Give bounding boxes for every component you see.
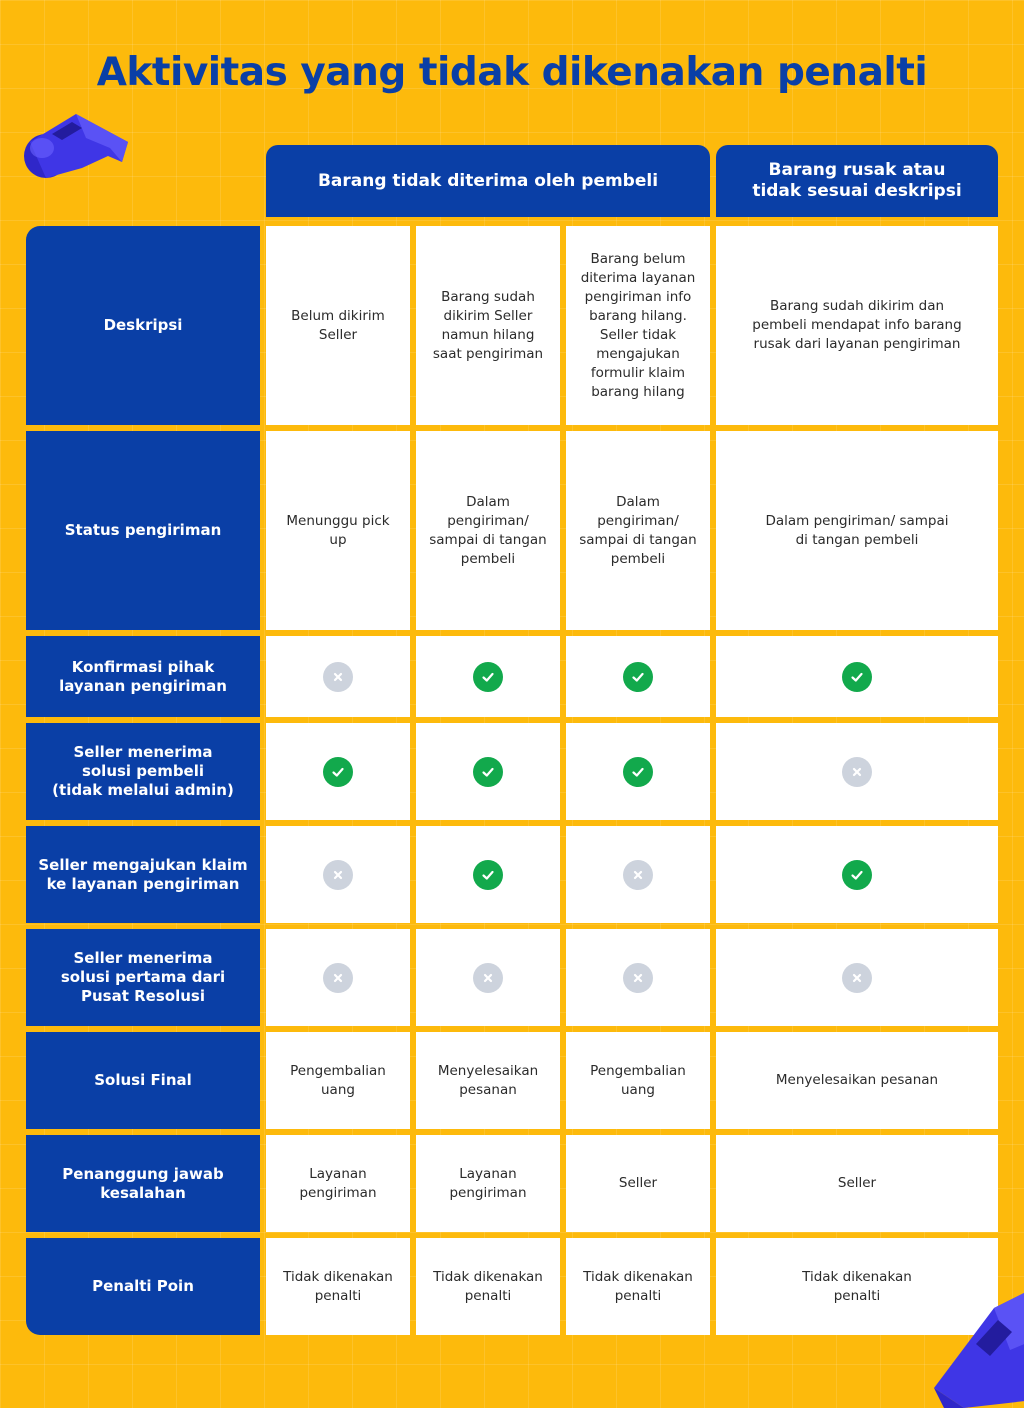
table-cell — [566, 929, 710, 1026]
table-cell — [266, 636, 410, 717]
whistle-icon — [924, 1280, 1024, 1408]
table-cell — [716, 826, 998, 923]
table-cell — [266, 723, 410, 820]
whistle-icon — [16, 108, 132, 188]
table-cell — [416, 826, 560, 923]
check-circle-icon — [623, 662, 653, 692]
table-cell — [416, 929, 560, 1026]
cross-circle-icon — [842, 757, 872, 787]
cross-circle-icon — [842, 963, 872, 993]
comparison-table — [26, 226, 998, 1335]
table-cell: Tidak dikenakan penalti — [416, 1238, 560, 1335]
table-cell: Layanan pengiriman — [416, 1135, 560, 1232]
row-header: Penalti Poin — [26, 1238, 260, 1335]
cross-circle-icon — [323, 963, 353, 993]
table-cell: Seller — [716, 1135, 998, 1232]
table-cell — [566, 636, 710, 717]
row-header: Seller mengajukan klaim ke layanan pengiriman — [26, 826, 260, 923]
table-cell: Seller — [566, 1135, 710, 1232]
table-cell: Menunggu pick up — [266, 431, 410, 630]
row-header: Konfirmasi pihak layanan pengiriman — [26, 636, 260, 717]
table-cell — [416, 723, 560, 820]
check-circle-icon — [323, 757, 353, 787]
table-cell: Barang belum diterima layanan pengiriman info barang hilang. Seller tidak mengajukan formulir klaim barang hilang — [566, 226, 710, 425]
row-header: Seller menerima solusi pertama dari Pusat Resolusi — [26, 929, 260, 1026]
cross-circle-icon — [323, 662, 353, 692]
table-cell: Barang sudah dikirim Seller namun hilang saat pengiriman — [416, 226, 560, 425]
cross-circle-icon — [623, 963, 653, 993]
table-cell — [566, 826, 710, 923]
table-cell — [416, 636, 560, 717]
table-cell: Pengembalian uang — [266, 1032, 410, 1129]
check-circle-icon — [473, 662, 503, 692]
table-cell: Pengembalian uang — [566, 1032, 710, 1129]
column-header-damaged: Barang rusak atau tidak sesuai deskripsi — [716, 145, 998, 217]
table-cell — [716, 636, 998, 717]
table-cell: Layanan pengiriman — [266, 1135, 410, 1232]
column-header-not-received: Barang tidak diterima oleh pembeli — [266, 145, 710, 217]
table-cell: Menyelesaikan pesanan — [716, 1032, 998, 1129]
table-cell: Dalam pengiriman/ sampai di tangan pembeli — [566, 431, 710, 630]
row-header: Penanggung jawab kesalahan — [26, 1135, 260, 1232]
table-cell: Barang sudah dikirim dan pembeli mendapat info barang rusak dari layanan pengiriman — [716, 226, 998, 425]
row-header: Status pengiriman — [26, 431, 260, 630]
check-circle-icon — [473, 860, 503, 890]
page-title: Aktivitas yang tidak dikenakan penalti — [96, 50, 928, 95]
table-cell: Tidak dikenakan penalti — [716, 1238, 998, 1335]
table-cell — [566, 723, 710, 820]
table-cell: Dalam pengiriman/ sampai di tangan pembeli — [716, 431, 998, 630]
table-cell: Menyelesaikan pesanan — [416, 1032, 560, 1129]
table-cell: Tidak dikenakan penalti — [266, 1238, 410, 1335]
row-header: Seller menerima solusi pembeli (tidak melalui admin) — [26, 723, 260, 820]
check-circle-icon — [473, 757, 503, 787]
row-header: Solusi Final — [26, 1032, 260, 1129]
table-cell — [716, 929, 998, 1026]
table-cell: Dalam pengiriman/ sampai di tangan pembeli — [416, 431, 560, 630]
table-cell — [266, 826, 410, 923]
check-circle-icon — [842, 860, 872, 890]
table-cell — [266, 929, 410, 1026]
table-cell — [716, 723, 998, 820]
table-cell: Belum dikirim Seller — [266, 226, 410, 425]
check-circle-icon — [842, 662, 872, 692]
cross-circle-icon — [323, 860, 353, 890]
row-header: Deskripsi — [26, 226, 260, 425]
cross-circle-icon — [623, 860, 653, 890]
check-circle-icon — [623, 757, 653, 787]
table-cell: Tidak dikenakan penalti — [566, 1238, 710, 1335]
cross-circle-icon — [473, 963, 503, 993]
